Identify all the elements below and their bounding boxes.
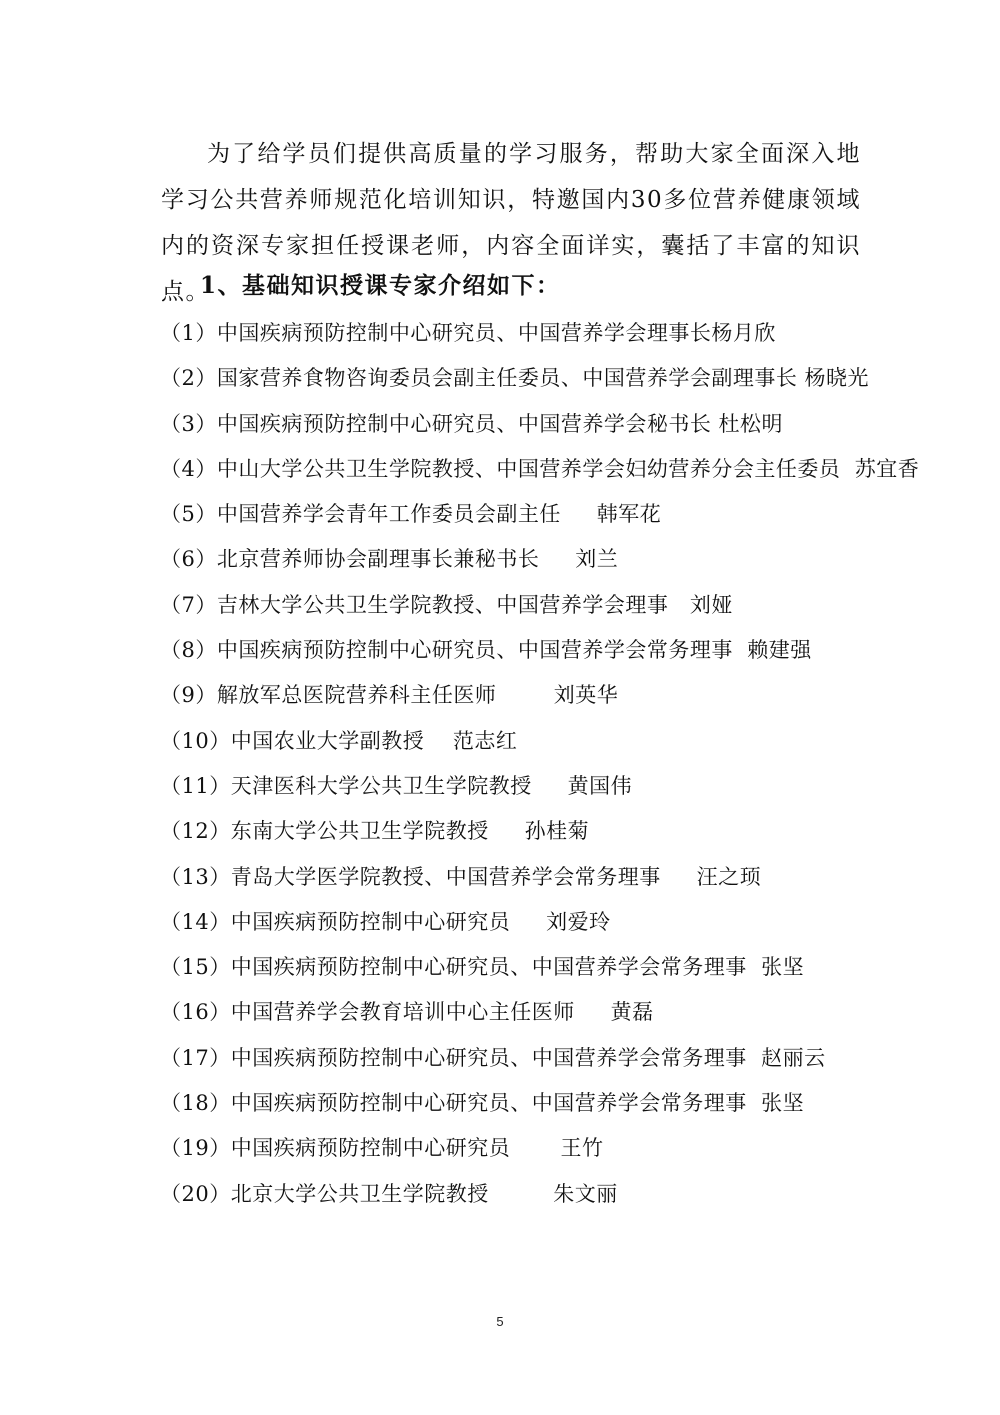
intro-paragraph: 为了给学员们提供高质量的学习服务，帮助大家全面深入地学习公共营养师规范化培训知识，特邀国内30多位营养健康领域内的资深专家担任授课老师，内容全面详实，囊括了丰富的知识点。 xyxy=(161,141,861,305)
expert-item: （9）解放军总医院营养科主任医师 刘英华 xyxy=(160,683,619,708)
expert-item: （6）北京营养师协会副理事长兼秘书长 刘兰 xyxy=(160,547,619,572)
expert-item: （19）中国疾病预防控制中心研究员 王竹 xyxy=(160,1136,604,1161)
expert-item: （5）中国营养学会青年工作委员会副主任 韩军花 xyxy=(160,502,662,527)
expert-item: （18）中国疾病预防控制中心研究员、中国营养学会常务理事 张坚 xyxy=(160,1091,805,1116)
expert-item: （13）青岛大学医学院教授、中国营养学会常务理事 汪之顼 xyxy=(160,864,762,889)
expert-item: （10）中国农业大学副教授 范志红 xyxy=(160,728,518,753)
expert-item: （14）中国疾病预防控制中心研究员 刘爱玲 xyxy=(160,909,611,934)
expert-item: （15）中国疾病预防控制中心研究员、中国营养学会常务理事 张坚 xyxy=(160,955,805,980)
expert-item: （7）吉林大学公共卫生学院教授、中国营养学会理事 刘娅 xyxy=(160,592,733,617)
expert-item: （2）国家营养食物咨询委员会副主任委员、中国营养学会副理事长 杨晓光 xyxy=(160,366,870,391)
expert-item: （1）中国疾病预防控制中心研究员、中国营养学会理事长杨月欣 xyxy=(160,321,776,345)
expert-item: （17）中国疾病预防控制中心研究员、中国营养学会常务理事 赵丽云 xyxy=(160,1045,826,1070)
expert-item: （16）中国营养学会教育培训中心主任医师 黄磊 xyxy=(160,1000,654,1025)
expert-list xyxy=(160,318,919,1224)
expert-item: （12）东南大学公共卫生学院教授 孙桂菊 xyxy=(160,819,590,844)
section-heading: 1、基础知识授课专家介绍如下： xyxy=(200,272,561,299)
expert-item: （8）中国疾病预防控制中心研究员、中国营养学会常务理事 赖建强 xyxy=(160,638,812,663)
expert-item: （20）北京大学公共卫生学院教授 朱文丽 xyxy=(160,1181,618,1206)
expert-item: （4）中山大学公共卫生学院教授、中国营养学会妇幼营养分会主任委员 苏宜香 xyxy=(160,456,920,481)
expert-item: （11）天津医科大学公共卫生学院教授 黄国伟 xyxy=(160,773,633,798)
page-number: 5 xyxy=(496,1314,504,1329)
expert-item: （3）中国疾病预防控制中心研究员、中国营养学会秘书长 杜松明 xyxy=(160,411,784,436)
